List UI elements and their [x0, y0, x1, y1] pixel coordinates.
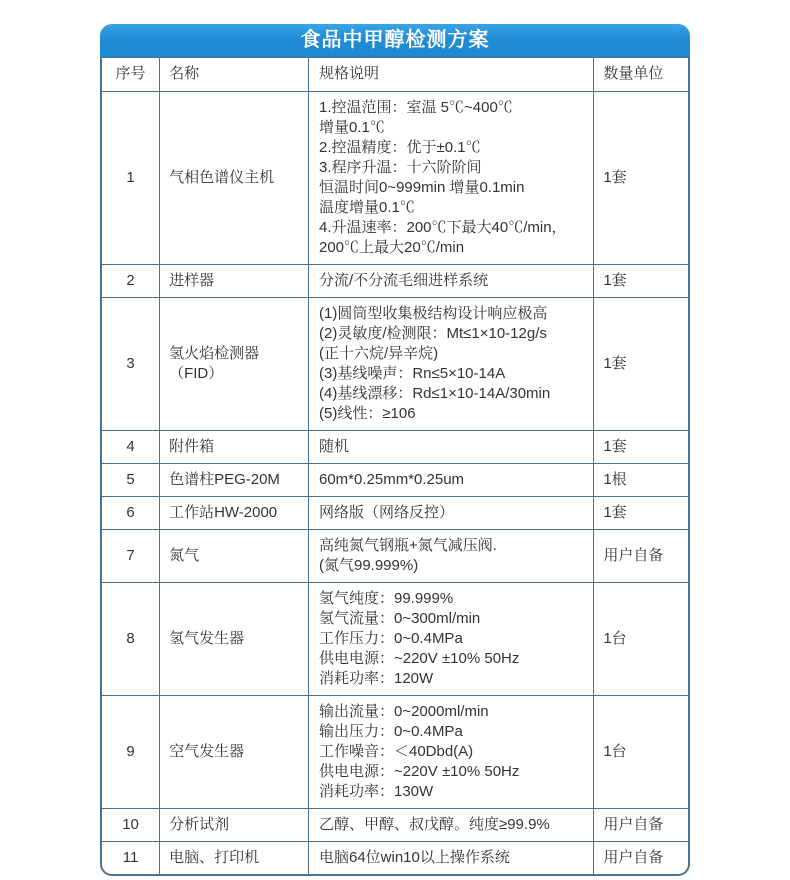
- item-spec-cell: [308, 463, 593, 496]
- item-qty-cell: 用户自备: [594, 529, 688, 582]
- spec-line: (5)线性：≥106: [318, 404, 416, 422]
- item-qty-cell: 1台: [594, 582, 688, 695]
- table-body: [102, 91, 688, 874]
- spec-line: 氢气纯度：99.999%: [318, 589, 454, 607]
- spec-line: 消耗功率：130W: [318, 782, 434, 800]
- table-row: [102, 841, 688, 874]
- row-number-cell: 10: [102, 808, 160, 841]
- table-row: [102, 91, 688, 264]
- spec-line: (氮气99.999%): [318, 556, 419, 574]
- spec-line: 3.程序升温：十六阶阶间: [318, 158, 482, 176]
- item-qty-cell: 1根: [594, 463, 688, 496]
- spec-line: 2.控温精度：优于±0.1℃: [318, 138, 481, 156]
- column-header-spec: 规格说明: [308, 58, 593, 91]
- spec-line: (1)圆筒型收集极结构设计响应极高: [318, 304, 548, 322]
- spec-line: 分流/不分流毛细进样系统: [318, 271, 489, 289]
- row-number-cell: 8: [102, 582, 160, 695]
- item-name-cell: 空气发生器: [160, 695, 309, 808]
- spec-line: (4)基线漂移：Rd≤1×10-14A/30min: [318, 384, 551, 402]
- spec-line: 60m*0.25mm*0.25um: [318, 470, 465, 488]
- item-name-cell: 电脑、打印机: [160, 841, 309, 874]
- spec-line: 输出压力：0~0.4MPa: [318, 722, 463, 740]
- spec-table-wrap: [100, 57, 690, 876]
- spec-line: 电脑64位win10以上操作系统: [318, 848, 510, 866]
- item-qty-cell: 用户自备: [603, 848, 664, 866]
- table-header-row: [102, 58, 688, 91]
- spec-line: 工作噪音：＜40Dbd(A): [318, 742, 474, 760]
- item-name-cell: 氢火焰检测器（FID）: [160, 297, 309, 430]
- row-number-cell: 4: [102, 430, 160, 463]
- item-qty-cell: 1套: [594, 297, 688, 430]
- spec-table: [102, 58, 688, 874]
- table-row: [102, 808, 688, 841]
- spec-line: 高纯氮气钢瓶+氮气减压阀.: [318, 536, 497, 554]
- column-header-no: 序号: [102, 58, 160, 91]
- spec-line: 乙醇、甲醇、叔戊醇。纯度≥99.9%: [318, 815, 550, 833]
- spec-sheet-card: [100, 24, 690, 876]
- spec-line: 消耗功率：120W: [318, 669, 434, 687]
- spec-line: 随机: [318, 437, 349, 455]
- table-row: [102, 297, 688, 430]
- item-qty-cell: 1套: [594, 496, 688, 529]
- page-title: 食品中甲醇检测方案: [100, 24, 690, 57]
- column-header-qty: 数量单位: [594, 58, 688, 91]
- item-qty-cell: 用户自备: [594, 808, 688, 841]
- item-qty-cell: 1台: [594, 695, 688, 808]
- item-spec-cell: [308, 91, 593, 264]
- spec-line: (3)基线噪声：Rn≤5×10-14A: [318, 364, 506, 382]
- table-row: [102, 582, 688, 695]
- spec-line: 增量0.1℃: [318, 118, 385, 136]
- spec-line: (2)灵敏度/检测限：Mt≤1×10-12g/s: [318, 324, 547, 342]
- item-name-cell: 氮气: [160, 529, 309, 582]
- table-row: [102, 430, 688, 463]
- item-name-cell: 气相色谱仪主机: [160, 91, 309, 264]
- table-row: [102, 695, 688, 808]
- row-number-cell: 7: [102, 529, 160, 582]
- item-name-cell: 色谱柱PEG-20M: [160, 463, 309, 496]
- table-row: [102, 463, 688, 496]
- item-spec-cell: [308, 582, 593, 695]
- item-spec-cell: [308, 264, 593, 297]
- spec-line: 温度增量0.1℃: [318, 198, 415, 216]
- spec-line: 工作压力：0~0.4MPa: [318, 629, 463, 647]
- item-name-cell: 进样器: [160, 264, 309, 297]
- table-row: [102, 264, 688, 297]
- item-name-cell: 氢气发生器: [160, 582, 309, 695]
- item-qty-cell: 1套: [594, 430, 688, 463]
- table-row: [102, 529, 688, 582]
- spec-line: 200℃上最大20℃/min: [318, 238, 465, 256]
- row-number-cell: 5: [102, 463, 160, 496]
- item-spec-cell: [308, 529, 593, 582]
- spec-line: (正十六烷/异辛烷): [318, 344, 439, 362]
- row-number-cell: 3: [102, 297, 160, 430]
- item-spec-cell: [308, 695, 593, 808]
- column-header-name: 名称: [160, 58, 309, 91]
- item-spec-cell: [308, 430, 593, 463]
- spec-line: 氢气流量：0~300ml/min: [318, 609, 481, 627]
- spec-line: 1.控温范围：室温 5℃~400℃: [318, 98, 513, 116]
- item-name-cell: 分析试剂: [160, 808, 309, 841]
- row-number-cell: 6: [102, 496, 160, 529]
- row-number-cell: 9: [102, 695, 160, 808]
- spec-line: 输出流量：0~2000ml/min: [318, 702, 489, 720]
- item-spec-cell: [308, 496, 593, 529]
- item-spec-cell: [308, 297, 593, 430]
- row-number-cell: 11: [102, 841, 160, 874]
- row-number-cell: 1: [102, 91, 160, 264]
- spec-line: 4.升温速率：200℃下最大40℃/min，: [318, 218, 567, 236]
- item-name-cell: 工作站HW-2000: [160, 496, 309, 529]
- item-qty-cell: 1套: [594, 264, 688, 297]
- item-qty-cell: 1套: [594, 91, 688, 264]
- spec-line: 网络版（网络反控）: [318, 503, 454, 521]
- row-number-cell: 2: [102, 264, 160, 297]
- item-spec-cell: [308, 841, 593, 874]
- table-row: [102, 496, 688, 529]
- spec-line: 供电电源：~220V ±10% 50Hz: [318, 649, 520, 667]
- item-name-cell: 附件箱: [160, 430, 309, 463]
- spec-line: 供电电源：~220V ±10% 50Hz: [318, 762, 520, 780]
- spec-line: 恒温时间0~999min 增量0.1min: [318, 178, 525, 196]
- item-spec-cell: [308, 808, 593, 841]
